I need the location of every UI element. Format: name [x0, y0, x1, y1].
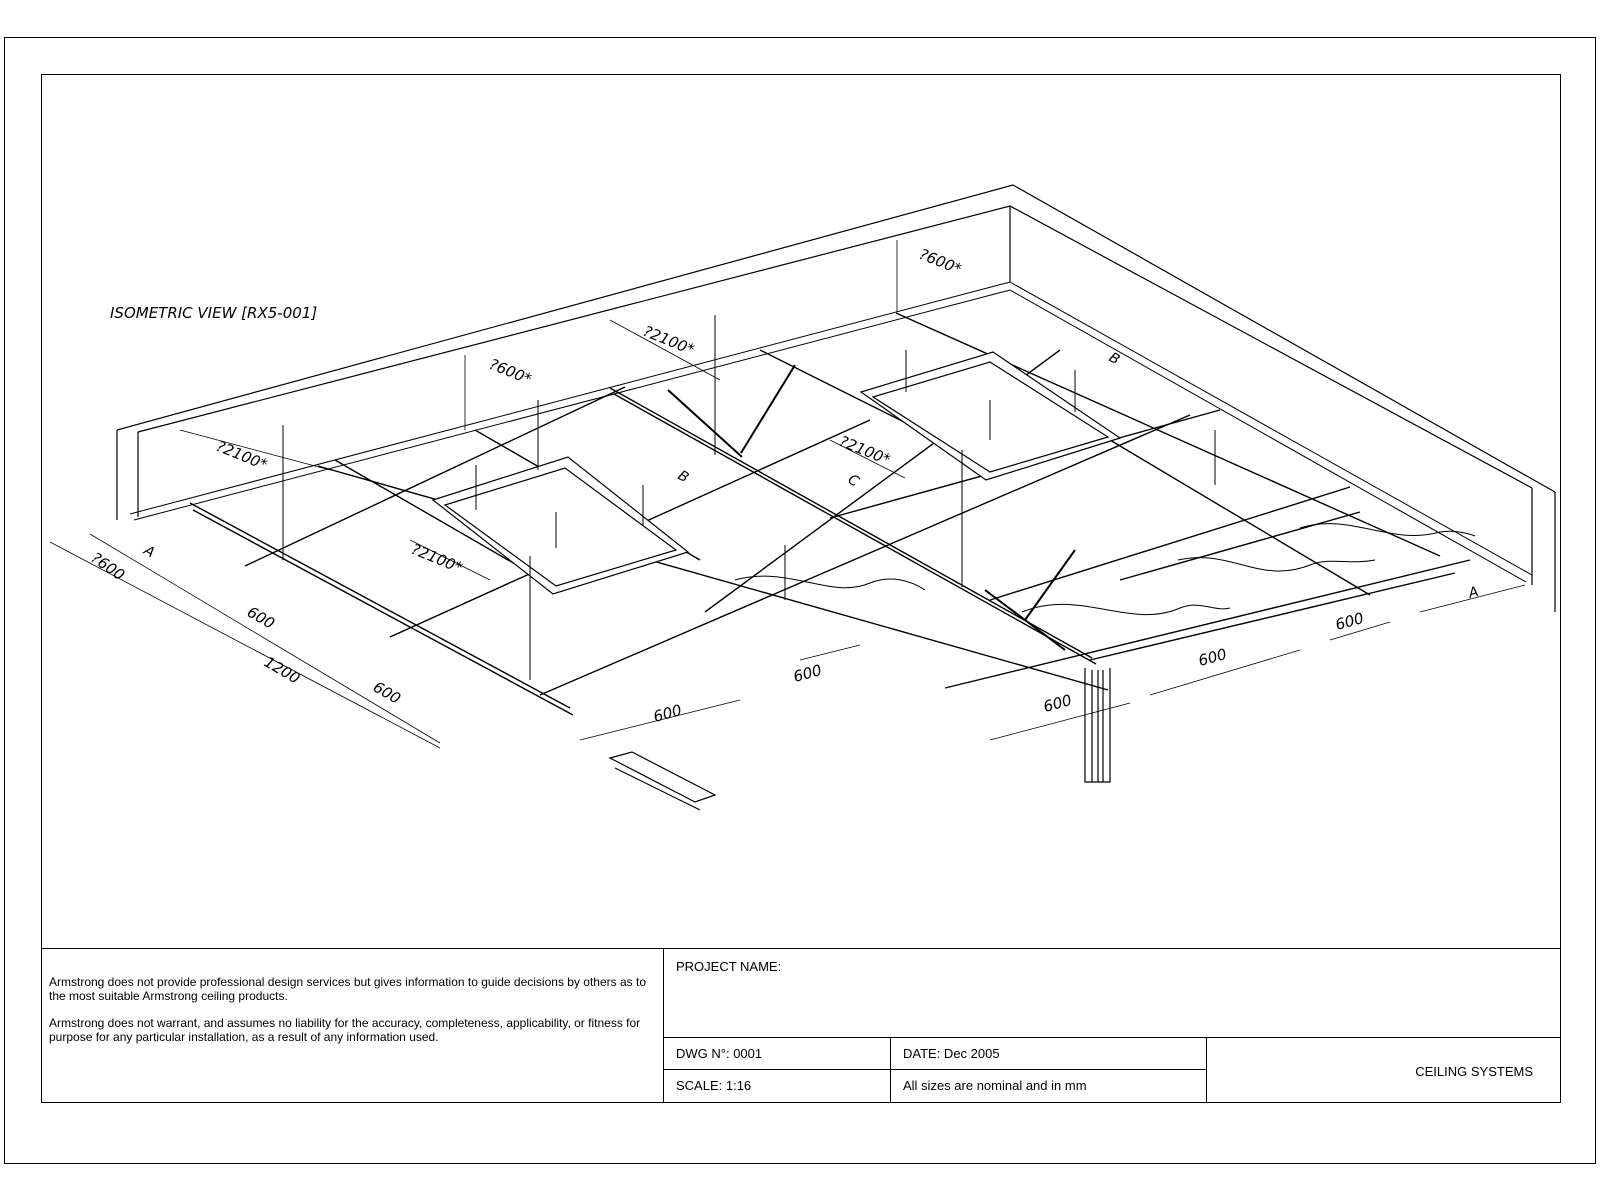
grid-label-a-left: A: [141, 542, 158, 562]
dim-2100-mid: ?2100*: [836, 432, 893, 469]
dim-2100-top: ?2100*: [640, 322, 697, 359]
size-note: All sizes are nominal and in mm: [891, 1070, 1207, 1103]
dim-600-g: 600: [1333, 609, 1366, 634]
dim-2100-lower: ?2100*: [408, 540, 465, 577]
project-name-field: PROJECT NAME:: [664, 949, 1561, 1038]
dim-600-star-top: ?600*: [916, 245, 965, 279]
grid-label-c-mid: C: [845, 471, 862, 491]
dim-2100-left: ?2100*: [213, 437, 270, 474]
dim-600-a: 600: [244, 602, 278, 633]
brace: [668, 390, 742, 457]
drawing-number: DWG N°: 0001: [664, 1038, 891, 1070]
grid-label-b-top: B: [1106, 349, 1123, 369]
view-title: ISOMETRIC VIEW [RX5-001]: [110, 304, 318, 322]
grid-label-a-right: A: [1466, 583, 1481, 602]
tile-edge-curve: [735, 576, 925, 590]
loose-section-piece: [610, 752, 715, 802]
disclaimer-text-1: Armstrong does not provide professional design services but gives information to guide decisions by others as to the most suitable Armstrong ceiling products.: [49, 975, 646, 1003]
dim-600-e: 600: [1041, 691, 1074, 716]
wall-inner-edge: [138, 206, 1532, 488]
wall-top-edge: [117, 185, 1555, 492]
disclaimer-text-2: Armstrong does not warrant, and assumes no liability for the accuracy, completeness, applicability, or fitness for purpose for any particular installation, as a result of any information used.: [49, 1016, 641, 1044]
drawing-date: DATE: Dec 2005: [891, 1038, 1207, 1070]
disclaimer: [41, 949, 664, 1103]
dim-600-left-edge: ?600: [87, 548, 129, 585]
dim-1200: 1200: [261, 652, 304, 688]
dim-600-star-left: ?600*: [486, 355, 535, 389]
dim-600-d: 600: [791, 661, 824, 686]
grid-label-b-mid: B: [675, 467, 692, 487]
company-name: CEILING SYSTEMS: [1415, 1064, 1533, 1079]
dim-600-c: 600: [651, 701, 684, 726]
drawing-scale: SCALE: 1:16: [664, 1070, 891, 1103]
dim-600-b: 600: [370, 677, 404, 708]
title-block: [41, 948, 1561, 1103]
dim-600-f: 600: [1196, 645, 1229, 670]
